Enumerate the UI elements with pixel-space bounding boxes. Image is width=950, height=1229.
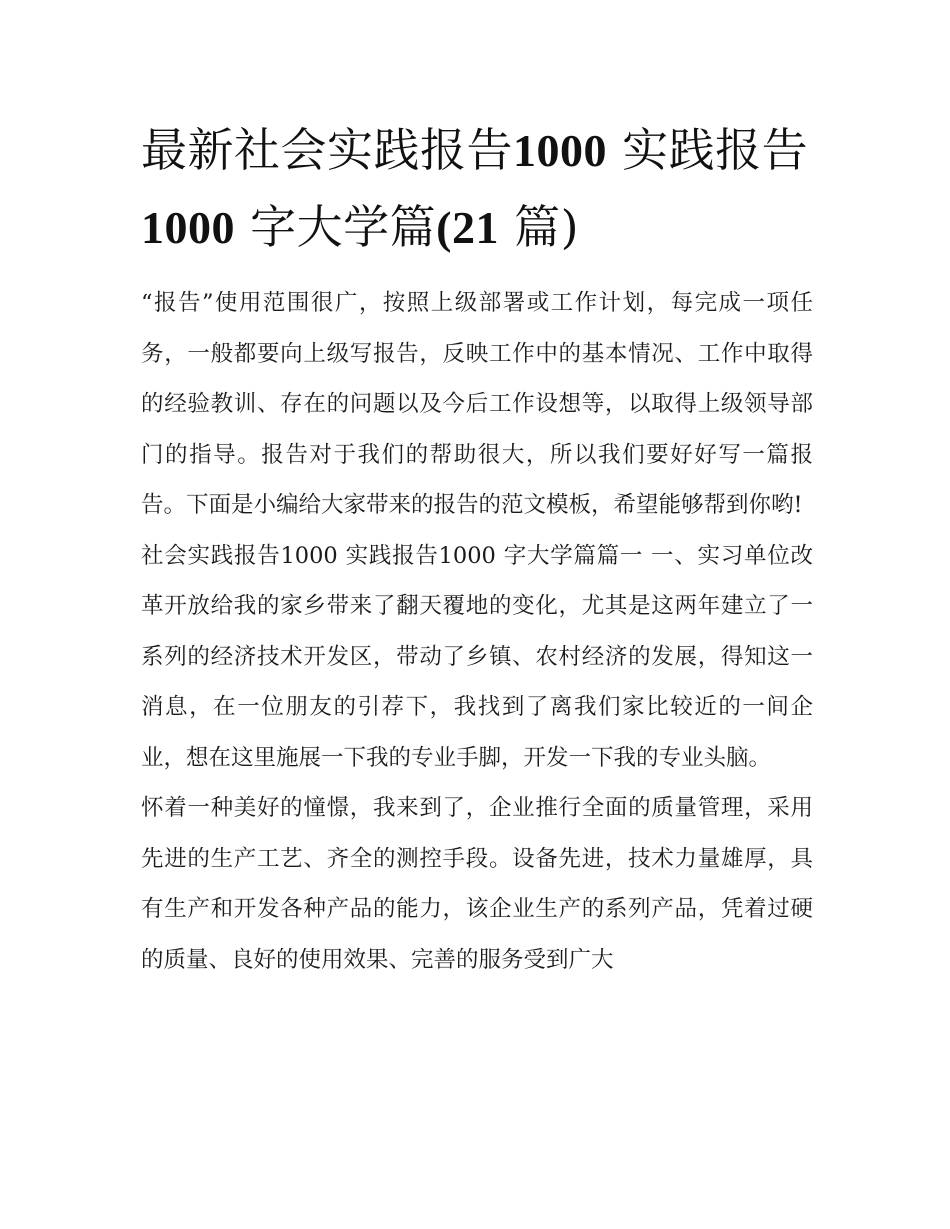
document-body bbox=[141, 278, 813, 985]
title-part: 实践报告 bbox=[607, 123, 809, 177]
title-part: 1000 bbox=[141, 202, 235, 253]
title-part: (21 bbox=[436, 202, 499, 253]
title-part: 字大学篇 bbox=[235, 200, 437, 254]
document-page bbox=[141, 112, 813, 985]
paragraph-company: 怀着一种美好的憧憬，我来到了，企业推行全面的质量管理，采用先进的生产工艺、齐全的测控手段。设备先进，技术力量雄厚，具有生产和开发各种产品的能力，该企业生产的系列产品，凭着过硬的质量、良好的使用效果、完善的服务受到广大 bbox=[141, 795, 813, 973]
title-part: 最新社会实践报告 bbox=[141, 123, 513, 177]
title-part: 1000 bbox=[513, 125, 607, 176]
document-title bbox=[141, 112, 813, 266]
paragraph-intro: “报告”使用范围很广，按照上级部署或工作计划，每完成一项任务，一般都要向上级写报告，反映工作中的基本情况、工作中取得的经验教训、存在的问题以及今后工作设想等，以取得上级领导部门的指导。报告对于我们的帮助很大，所以我们要好好写一篇报告。下面是小编给大家带来的报告的范文模板，希望能够帮到你哟! bbox=[141, 290, 813, 518]
title-part: 篇) bbox=[498, 200, 580, 254]
paragraph-section-one: 社会实践报告1000 实践报告1000 字大学篇篇一 一、实习单位改革开放给我的家乡带来了翻天覆地的变化，尤其是这两年建立了一系列的经济技术开发区，带动了乡镇、农村经济的发展，得知这一消息，在一位朋友的引荐下，我找到了离我们家比较近的一间企业，想在这里施展一下我的专业手脚，开发一下我的专业头脑。 bbox=[141, 542, 813, 771]
